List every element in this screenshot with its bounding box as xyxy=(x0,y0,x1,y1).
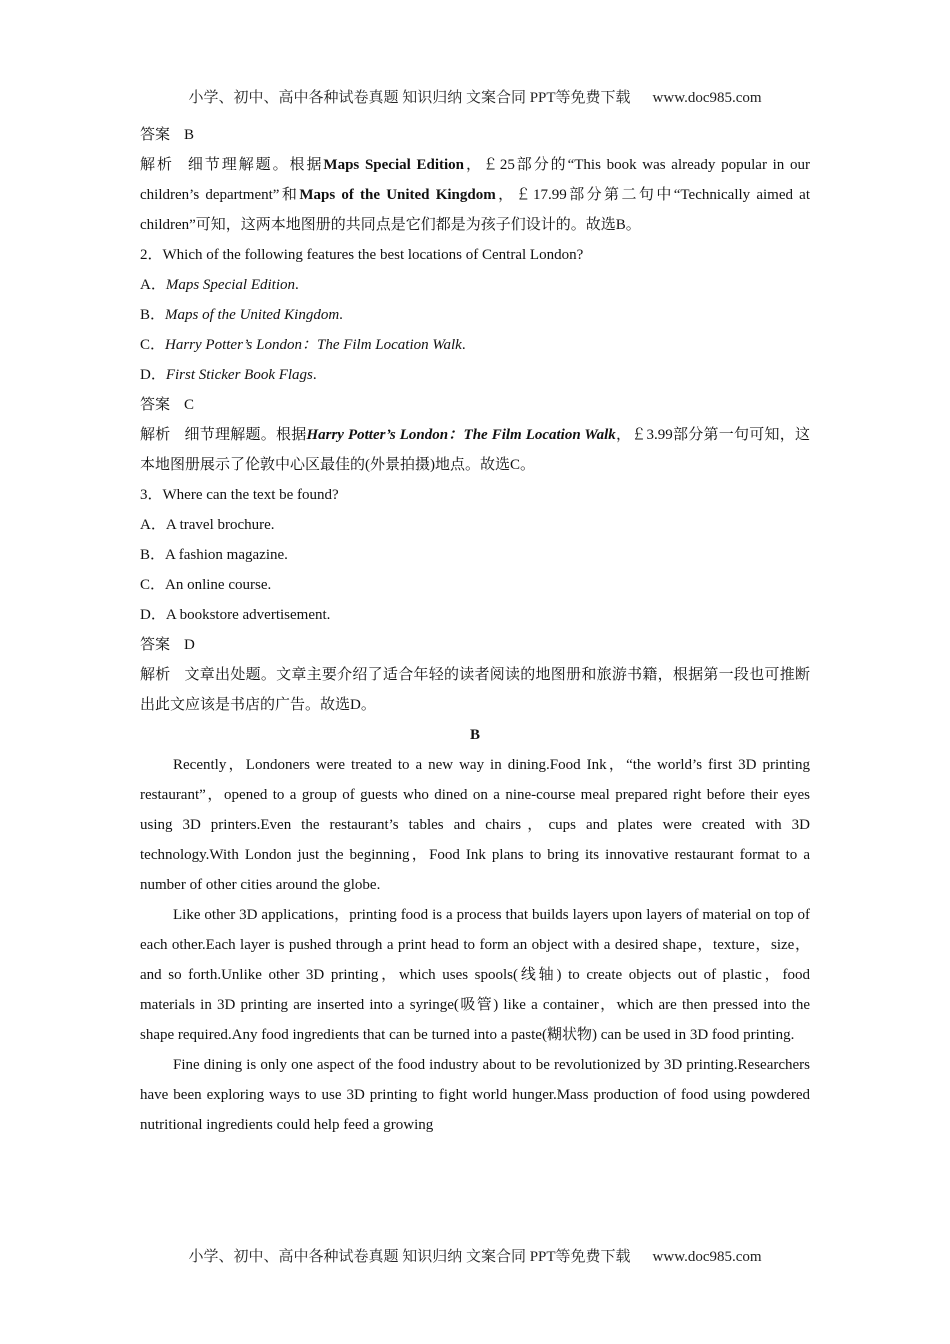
q2-option-b[interactable] xyxy=(140,300,810,330)
book-title: Harry Potter’s London：The Film Location Walk xyxy=(306,427,616,443)
option-key: C． xyxy=(140,337,166,353)
passage-paragraph: Like other 3D applications，printing food is a process that builds layers upon layers of material on top of each other.Each layer is pushed through a print head to form an object with a desired shape，texture，size，and so forth.Unlike other 3D printing，which uses spools(线轴) to create objects out of plastic，food materials in 3D printing are inserted into a syringe(吸管) like a container，which are then pressed into the shape required.Any food ingredients that can be turned into a paste(糊状物) can be used in 3D food printing. xyxy=(140,907,810,1043)
analysis-text: 文章出处题。文章主要介绍了适合年轻的读者阅读的地图册和旅游书籍，根据第一段也可推断出此文应该是书店的广告。故选D。 xyxy=(140,667,810,713)
answer-label: 答案 xyxy=(140,127,171,143)
question-text: Where can the text be found? xyxy=(162,487,339,503)
analysis-label: 解析 xyxy=(140,427,171,443)
q3-answer xyxy=(140,630,810,660)
option-key: A． xyxy=(140,277,166,293)
footer-text: 小学、初中、高中各种试卷真题 知识归纳 文案合同 PPT等免费下载 xyxy=(188,1249,631,1265)
q3-analysis xyxy=(140,660,810,720)
answer-value: D xyxy=(184,637,195,653)
analysis-text: 细节理解题。根据 xyxy=(187,157,324,173)
question-number: 2． xyxy=(140,247,163,263)
option-text: Maps of the United Kingdom xyxy=(165,307,340,323)
page-header xyxy=(0,86,950,107)
question-text: Which of the following features the best locations of Central London? xyxy=(162,247,584,263)
header-text: 小学、初中、高中各种试卷真题 知识归纳 文案合同 PPT等免费下载 xyxy=(188,90,631,106)
q2-answer xyxy=(140,390,810,420)
option-text: Maps Special Edition xyxy=(165,277,295,293)
question-number: 3． xyxy=(140,487,163,503)
book-title: Maps Special Edition xyxy=(323,157,464,173)
document-body xyxy=(140,120,810,1140)
option-text: First Sticker Book Flags xyxy=(165,367,313,383)
option-key: B． xyxy=(140,307,166,323)
passage-paragraph: Recently，Londoners were treated to a new way in dining.Food Ink，“the world’s first 3D printing restaurant”，opened to a group of guests who dined on a nine-course meal prepared right before their eyes using 3D printers.Even the restaurant’s tables and chairs，cups and plates were created with 3D technology.With London just the beginning，Food Ink plans to bring its innovative restaurant format to a number of other cities around the globe. xyxy=(140,757,810,893)
q3-option-b[interactable] xyxy=(140,540,810,570)
option-text: A bookstore advertisement. xyxy=(165,607,331,623)
option-text: A fashion magazine. xyxy=(165,547,288,563)
q2-option-a[interactable] xyxy=(140,270,810,300)
q2-analysis xyxy=(140,420,810,480)
q3-option-d[interactable] xyxy=(140,600,810,630)
analysis-text: ，￡25部分的“This book was already popular in our children’s department”和 xyxy=(140,157,810,203)
q3-option-a[interactable] xyxy=(140,510,810,540)
answer-label: 答案 xyxy=(140,397,171,413)
option-key: C． xyxy=(140,577,166,593)
option-text: A travel brochure. xyxy=(165,517,275,533)
q3-question xyxy=(140,480,810,510)
answer-label: 答案 xyxy=(140,637,171,653)
q2-option-d[interactable] xyxy=(140,360,810,390)
footer-url[interactable]: www.doc985.com xyxy=(652,1249,762,1265)
section-title: B xyxy=(469,727,480,743)
passage-paragraph: Fine dining is only one aspect of the food industry about to be revolutionized by 3D printing.Researchers have been exploring ways to use 3D printing to fight world hunger.Mass production of food using powdered nutritional ingredients could help feed a growing xyxy=(140,1057,810,1133)
answer-value: B xyxy=(184,127,195,143)
page-footer xyxy=(0,1245,950,1266)
header-url[interactable]: www.doc985.com xyxy=(652,90,762,106)
q3-option-c[interactable] xyxy=(140,570,810,600)
option-key: D． xyxy=(140,367,166,383)
book-title: Maps of the United Kingdom xyxy=(299,187,496,203)
q2-question xyxy=(140,240,810,270)
option-text: An online course. xyxy=(165,577,272,593)
analysis-label: 解析 xyxy=(140,157,174,173)
option-key: B． xyxy=(140,547,166,563)
option-end: . xyxy=(461,337,466,353)
analysis-text: ，￡3.99部分第一句可知，这本地图册展示了伦敦中心区最佳的(外景拍摄)地点。故选C。 xyxy=(140,427,810,473)
option-end: . xyxy=(339,307,343,323)
q1-answer xyxy=(140,120,810,150)
analysis-text: ，￡17.99部分第二句中“Technically aimed at children”可知，这两本地图册的共同点是它们都是为孩子们设计的。故选B。 xyxy=(140,187,811,233)
answer-value: C xyxy=(184,397,195,413)
q2-option-c[interactable] xyxy=(140,330,810,360)
option-end: . xyxy=(295,277,299,293)
analysis-text: 细节理解题。根据 xyxy=(184,427,307,443)
option-key: D． xyxy=(140,607,166,623)
option-text: Harry Potter’s London：The Film Location Walk xyxy=(165,337,462,353)
q1-analysis xyxy=(140,150,810,240)
option-end: . xyxy=(312,367,317,383)
option-key: A． xyxy=(140,517,166,533)
analysis-label: 解析 xyxy=(140,667,171,683)
